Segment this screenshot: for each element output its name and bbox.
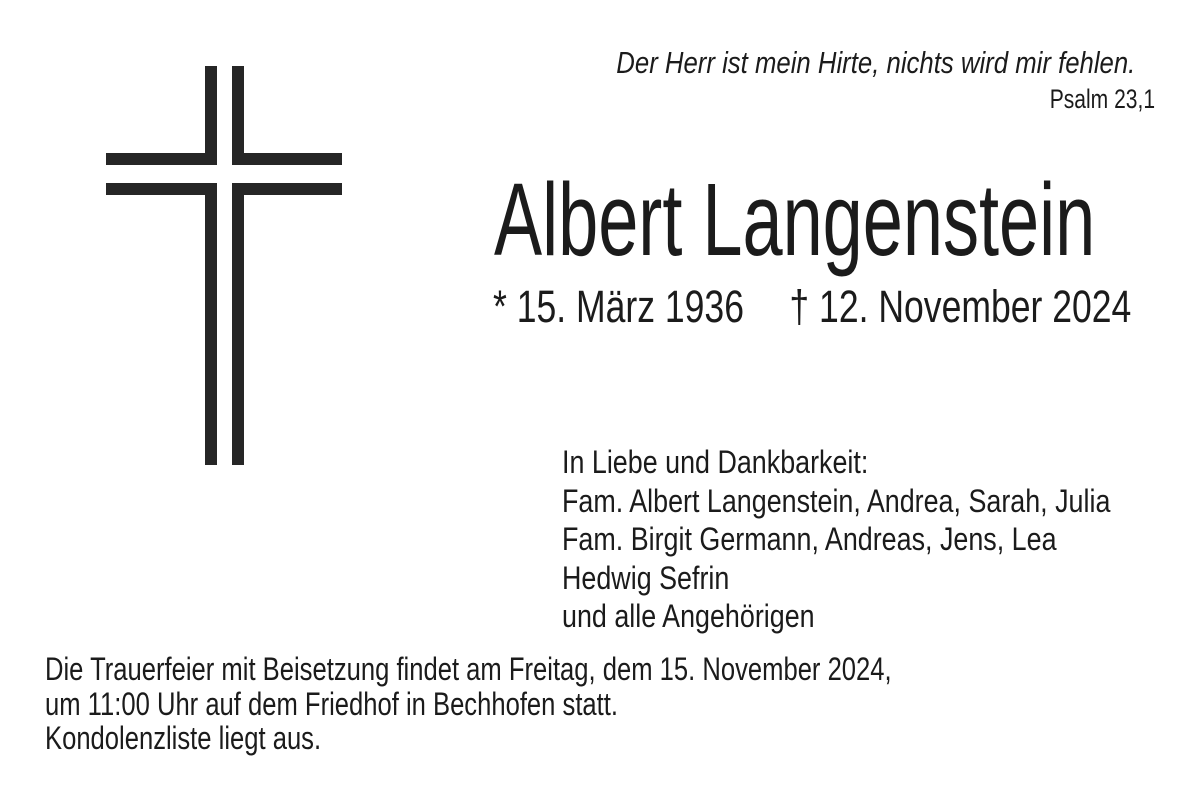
bible-quote: Der Herr ist mein Hirte, nichts wird mir fehlen. [615, 45, 1135, 80]
mourner-line-4: und alle Angehörigen [562, 598, 815, 634]
cross-vertical-bar-left [205, 66, 217, 465]
deceased-name: Albert Langenstein [494, 162, 1096, 277]
funeral-line-2: um 11:00 Uhr auf dem Friedhof in Bechhofen statt. [45, 685, 618, 722]
funeral-line-3: Kondolenzliste liegt aus. [45, 720, 322, 756]
cross-gap-vertical [217, 66, 232, 465]
funeral-line-1: Die Trauerfeier mit Beisetzung findet am Freitag, dem 15. November 2024, [45, 651, 892, 687]
cross-gap-horizontal [106, 165, 342, 183]
mourner-line-3: Hedwig Sefrin [562, 559, 730, 596]
death-date: † 12. November 2024 [789, 281, 1132, 332]
funeral-info-block [45, 652, 892, 756]
quote-source: Psalm 23,1 [1049, 84, 1155, 114]
birth-date: * 15. März 1936 [493, 281, 744, 332]
life-dates [493, 281, 1131, 333]
tribute-heading: In Liebe und Dankbarkeit: [562, 444, 869, 480]
mourners-block [562, 443, 1110, 636]
latin-cross-icon [106, 66, 342, 465]
mourner-line-2: Fam. Birgit Germann, Andreas, Jens, Lea [562, 521, 1057, 557]
mourner-line-1: Fam. Albert Langenstein, Andrea, Sarah, Julia [562, 482, 1111, 519]
cross-vertical-bar-right [232, 66, 244, 465]
